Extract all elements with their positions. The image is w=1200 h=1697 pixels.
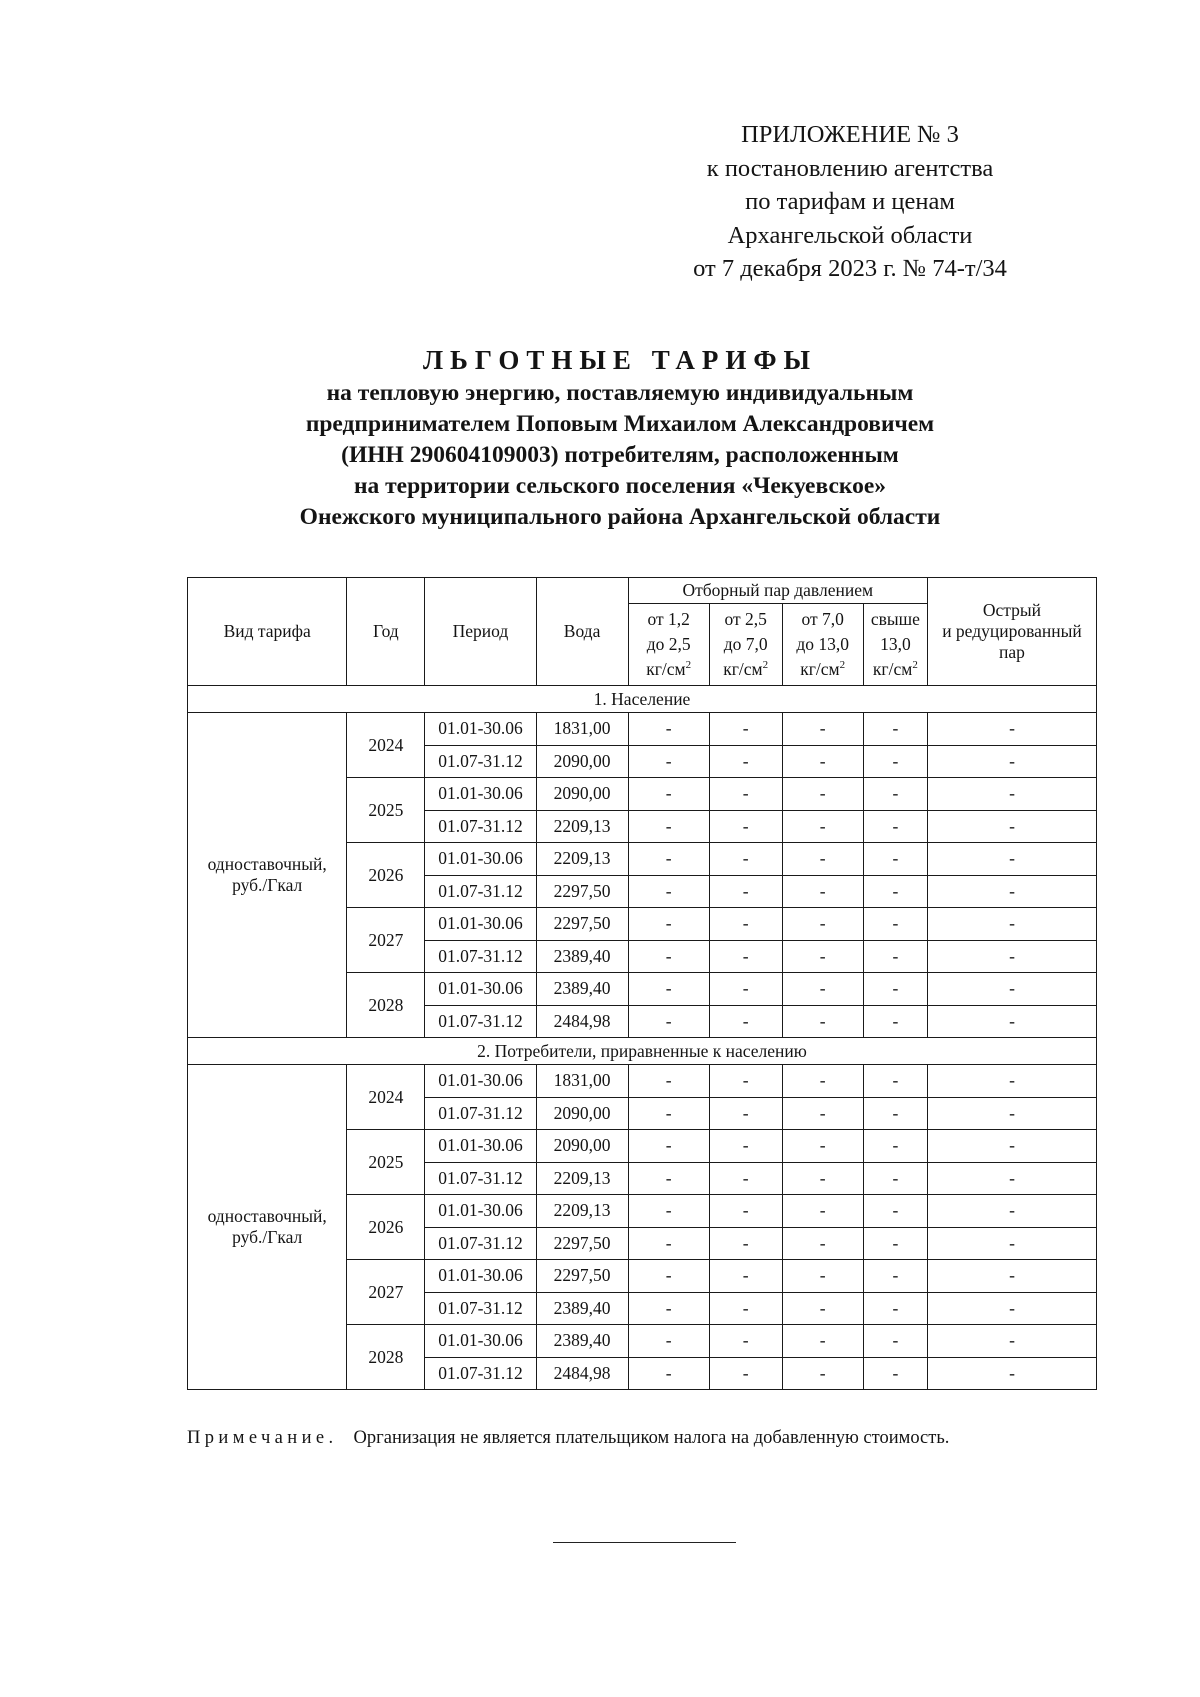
sharp-cell: - <box>927 843 1096 876</box>
p2-cell: - <box>709 1260 782 1293</box>
p2-cell: - <box>709 1005 782 1038</box>
p4-cell: - <box>863 1195 927 1228</box>
sharp-cell: - <box>927 1260 1096 1293</box>
header-sharp-line: Острый <box>982 600 1042 620</box>
year-cell: 2028 <box>347 1325 425 1390</box>
p2-cell: - <box>709 875 782 908</box>
footer-divider <box>553 1542 736 1543</box>
header-year: Год <box>347 578 425 686</box>
p4-cell: - <box>863 1325 927 1358</box>
p2-cell: - <box>709 1130 782 1163</box>
period-cell: 01.01-30.06 <box>425 1195 536 1228</box>
sharp-cell: - <box>927 973 1096 1006</box>
header-pressure-line: до 13,0 <box>796 634 849 654</box>
year-cell: 2026 <box>347 843 425 908</box>
header-selected-steam: Отборный пар давлением <box>628 578 927 604</box>
sharp-cell: - <box>927 1065 1096 1098</box>
p1-cell: - <box>628 1005 709 1038</box>
tariff-type-line: руб./Гкал <box>232 875 303 895</box>
p1-cell: - <box>628 1065 709 1098</box>
table-row <box>188 713 1097 746</box>
p4-cell: - <box>863 1097 927 1130</box>
year-cell: 2024 <box>347 713 425 778</box>
subtitle-line: на территории сельского поселения «Чекуевское» <box>353 473 887 499</box>
water-cell: 1831,00 <box>536 713 628 746</box>
water-cell: 2389,40 <box>536 973 628 1006</box>
sharp-cell: - <box>927 1130 1096 1163</box>
p4-cell: - <box>863 1065 927 1098</box>
appendix-line: ПРИЛОЖЕНИЕ № 3 <box>741 121 959 148</box>
sharp-cell: - <box>927 1097 1096 1130</box>
period-cell: 01.01-30.06 <box>425 908 536 941</box>
header-pressure-unit: $кг/см^2$ <box>872 659 918 679</box>
p2-cell: - <box>709 908 782 941</box>
main-title: ЛЬГОТНЫЕ ТАРИФЫ <box>422 345 818 375</box>
year-cell: 2024 <box>347 1065 425 1130</box>
section-row <box>188 1038 1097 1065</box>
p4-cell: - <box>863 940 927 973</box>
sharp-cell: - <box>927 713 1096 746</box>
period-cell: 01.07-31.12 <box>425 745 536 778</box>
p3-cell: - <box>782 1195 863 1228</box>
p4-cell: - <box>863 1162 927 1195</box>
note <box>187 1428 949 1449</box>
water-cell: 2090,00 <box>536 1130 628 1163</box>
header-sharp-steam <box>927 578 1096 686</box>
p4-cell: - <box>863 745 927 778</box>
tariff-type-line: руб./Гкал <box>232 1227 303 1247</box>
p4-cell: - <box>863 713 927 746</box>
header-pressure-line: от 2,5 <box>724 609 767 629</box>
p4-cell: - <box>863 1260 927 1293</box>
p2-cell: - <box>709 1097 782 1130</box>
period-cell: 01.01-30.06 <box>425 713 536 746</box>
tariff-type-line: одноставочный, <box>207 854 327 874</box>
p2-cell: - <box>709 1195 782 1228</box>
year-cell: 2027 <box>347 908 425 973</box>
header-water: Вода <box>536 578 628 686</box>
water-cell: 2484,98 <box>536 1005 628 1038</box>
water-cell: 2209,13 <box>536 1162 628 1195</box>
period-cell: 01.01-30.06 <box>425 973 536 1006</box>
period-cell: 01.01-30.06 <box>425 778 536 811</box>
tariff-type-cell <box>188 1065 347 1390</box>
p2-cell: - <box>709 1065 782 1098</box>
p4-cell: - <box>863 1227 927 1260</box>
p3-cell: - <box>782 1357 863 1390</box>
p4-cell: - <box>863 973 927 1006</box>
period-cell: 01.07-31.12 <box>425 1292 536 1325</box>
p3-cell: - <box>782 1065 863 1098</box>
p2-cell: - <box>709 1325 782 1358</box>
subtitle-line: предпринимателем Поповым Михаилом Александровичем <box>305 411 935 437</box>
sharp-cell: - <box>927 875 1096 908</box>
water-cell: 2297,50 <box>536 908 628 941</box>
period-cell: 01.07-31.12 <box>425 940 536 973</box>
p3-cell: - <box>782 875 863 908</box>
sharp-cell: - <box>927 1357 1096 1390</box>
p4-cell: - <box>863 908 927 941</box>
p4-cell: - <box>863 778 927 811</box>
p1-cell: - <box>628 875 709 908</box>
subtitle-line: на тепловую энергию, поставляемую индивидуальным <box>326 380 914 406</box>
p1-cell: - <box>628 713 709 746</box>
header-pressure-line: от 1,2 <box>647 609 690 629</box>
p2-cell: - <box>709 713 782 746</box>
period-cell: 01.07-31.12 <box>425 810 536 843</box>
period-cell: 01.07-31.12 <box>425 1357 536 1390</box>
p3-cell: - <box>782 908 863 941</box>
p4-cell: - <box>863 1357 927 1390</box>
header-pressure-2 <box>709 604 782 686</box>
appendix-line: Архангельской области <box>727 221 973 249</box>
period-cell: 01.01-30.06 <box>425 1065 536 1098</box>
water-cell: 2209,13 <box>536 810 628 843</box>
p3-cell: - <box>782 1325 863 1358</box>
header-tariff-type: Вид тарифа <box>188 578 347 686</box>
year-cell: 2026 <box>347 1195 425 1260</box>
header-pressure-4 <box>863 604 927 686</box>
section-title: 2. Потребители, приравненные к населению <box>188 1038 1097 1065</box>
water-cell: 1831,00 <box>536 1065 628 1098</box>
appendix-line: к постановлению агентства <box>706 154 994 182</box>
header-pressure-line: свыше <box>870 609 920 629</box>
p1-cell: - <box>628 810 709 843</box>
water-cell: 2297,50 <box>536 1260 628 1293</box>
water-cell: 2484,98 <box>536 1357 628 1390</box>
p1-cell: - <box>628 1260 709 1293</box>
year-cell: 2025 <box>347 1130 425 1195</box>
sharp-cell: - <box>927 1227 1096 1260</box>
water-cell: 2209,13 <box>536 1195 628 1228</box>
sharp-cell: - <box>927 745 1096 778</box>
p4-cell: - <box>863 1130 927 1163</box>
header-pressure-line: 13,0 <box>880 634 911 654</box>
year-cell: 2025 <box>347 778 425 843</box>
document-title <box>150 342 1090 533</box>
p3-cell: - <box>782 1130 863 1163</box>
p2-cell: - <box>709 1227 782 1260</box>
p2-cell: - <box>709 810 782 843</box>
p3-cell: - <box>782 1162 863 1195</box>
p3-cell: - <box>782 973 863 1006</box>
p4-cell: - <box>863 1292 927 1325</box>
header-pressure-unit: $кг/см^2$ <box>646 659 692 679</box>
sharp-cell: - <box>927 940 1096 973</box>
p1-cell: - <box>628 1292 709 1325</box>
p1-cell: - <box>628 1097 709 1130</box>
subtitle-line: (ИНН 290604109003) потребителям, расположенным <box>341 442 899 468</box>
p2-cell: - <box>709 1357 782 1390</box>
p2-cell: - <box>709 940 782 973</box>
header-pressure-line: до 7,0 <box>723 634 768 654</box>
section-title: 1. Население <box>188 686 1097 713</box>
sharp-cell: - <box>927 1292 1096 1325</box>
header-pressure-unit: $кг/см^2$ <box>723 659 769 679</box>
period-cell: 01.01-30.06 <box>425 1130 536 1163</box>
period-cell: 01.07-31.12 <box>425 1097 536 1130</box>
period-cell: 01.01-30.06 <box>425 843 536 876</box>
period-cell: 01.01-30.06 <box>425 1325 536 1358</box>
p3-cell: - <box>782 1292 863 1325</box>
p1-cell: - <box>628 1227 709 1260</box>
sharp-cell: - <box>927 1195 1096 1228</box>
sharp-cell: - <box>927 778 1096 811</box>
header-pressure-unit: $кг/см^2$ <box>800 659 846 679</box>
sharp-cell: - <box>927 810 1096 843</box>
p3-cell: - <box>782 713 863 746</box>
section-row <box>188 686 1097 713</box>
p3-cell: - <box>782 1227 863 1260</box>
water-cell: 2297,50 <box>536 875 628 908</box>
header-pressure-3 <box>782 604 863 686</box>
water-cell: 2209,13 <box>536 843 628 876</box>
water-cell: 2090,00 <box>536 1097 628 1130</box>
p3-cell: - <box>782 1005 863 1038</box>
p3-cell: - <box>782 1260 863 1293</box>
p2-cell: - <box>709 1292 782 1325</box>
p4-cell: - <box>863 1005 927 1038</box>
p3-cell: - <box>782 810 863 843</box>
p2-cell: - <box>709 843 782 876</box>
header-sharp-line: пар <box>999 642 1025 662</box>
note-text: Организация не является плательщиком налога на добавленную стоимость. <box>353 1428 950 1448</box>
p1-cell: - <box>628 1162 709 1195</box>
header-period: Период <box>425 578 536 686</box>
appendix-line: по тарифам и ценам <box>745 188 955 215</box>
p3-cell: - <box>782 1097 863 1130</box>
appendix-block <box>640 118 1060 286</box>
header-pressure-line: до 2,5 <box>646 634 691 654</box>
sharp-cell: - <box>927 1005 1096 1038</box>
p4-cell: - <box>863 875 927 908</box>
p1-cell: - <box>628 778 709 811</box>
tariff-table <box>187 577 1097 1390</box>
header-pressure-1 <box>628 604 709 686</box>
water-cell: 2297,50 <box>536 1227 628 1260</box>
p4-cell: - <box>863 810 927 843</box>
sharp-cell: - <box>927 908 1096 941</box>
p3-cell: - <box>782 843 863 876</box>
p3-cell: - <box>782 745 863 778</box>
period-cell: 01.07-31.12 <box>425 875 536 908</box>
period-cell: 01.01-30.06 <box>425 1260 536 1293</box>
period-cell: 01.07-31.12 <box>425 1005 536 1038</box>
note-label: Примечание. <box>187 1428 338 1448</box>
water-cell: 2090,00 <box>536 745 628 778</box>
tariff-type-cell <box>188 713 347 1038</box>
period-cell: 01.07-31.12 <box>425 1227 536 1260</box>
p4-cell: - <box>863 843 927 876</box>
year-cell: 2027 <box>347 1260 425 1325</box>
p3-cell: - <box>782 778 863 811</box>
water-cell: 2389,40 <box>536 940 628 973</box>
p2-cell: - <box>709 973 782 1006</box>
p2-cell: - <box>709 778 782 811</box>
subtitle-line: Онежского муниципального района Архангельской области <box>299 504 941 530</box>
p1-cell: - <box>628 1357 709 1390</box>
p1-cell: - <box>628 843 709 876</box>
subtitle <box>150 378 1090 533</box>
p1-cell: - <box>628 1325 709 1358</box>
water-cell: 2090,00 <box>536 778 628 811</box>
water-cell: 2389,40 <box>536 1325 628 1358</box>
p1-cell: - <box>628 745 709 778</box>
sharp-cell: - <box>927 1325 1096 1358</box>
header-row <box>188 578 1097 604</box>
water-cell: 2389,40 <box>536 1292 628 1325</box>
p1-cell: - <box>628 908 709 941</box>
p1-cell: - <box>628 1195 709 1228</box>
table-row <box>188 1065 1097 1098</box>
tariff-type-line: одноставочный, <box>207 1206 327 1226</box>
period-cell: 01.07-31.12 <box>425 1162 536 1195</box>
p1-cell: - <box>628 1130 709 1163</box>
appendix-line: от 7 декабря 2023 г. № 74-т/34 <box>693 255 1007 282</box>
sharp-cell: - <box>927 1162 1096 1195</box>
header-sharp-line: и редуцированный <box>942 621 1082 641</box>
p1-cell: - <box>628 940 709 973</box>
header-pressure-line: от 7,0 <box>801 609 844 629</box>
year-cell: 2028 <box>347 973 425 1038</box>
p2-cell: - <box>709 745 782 778</box>
p1-cell: - <box>628 973 709 1006</box>
p3-cell: - <box>782 940 863 973</box>
p2-cell: - <box>709 1162 782 1195</box>
